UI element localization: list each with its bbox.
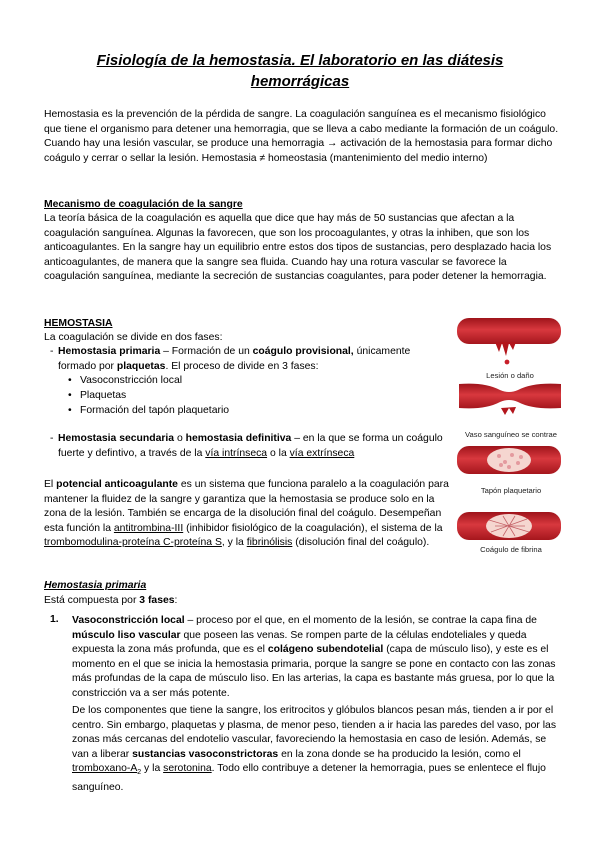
- anticoag-paragraph: [44, 478, 456, 551]
- mecanismo-paragraph: La teoría básica de la coagulación es aquella que dice que hay más de 50 sustancias que afectan a la coagulación sanguínea. Algunas la favorecen, que son los procoagulantes, y otras la inhiben, que son los anticoagulantes. En la sangre hay un equilibrio entre estos dos tipos de sustancias, pero desplazado hacia los anticoagulantes, de manera que la sangre sea fluida. Cuando hay una rotura vascular se favorece la coagulación sanguínea, mediante la secreción de sustancias coagulantes, para poder detener la hemorragia.: [44, 213, 552, 283]
- primaria-text: – Formación de un: [160, 346, 253, 357]
- item-text: (capa de músculo liso), y este es el momento en el que se inicia la hemostasia primaria, porque la sangre se pone en contacto con las zonas más profundas de la capa de músculo liso. En las arterias, la capa es bastante más gruesa, por lo que la constricción va a ser más potente.: [72, 644, 556, 699]
- via-intrinseca: vía intrínseca: [205, 447, 268, 459]
- vessel-contract-icon: [459, 384, 561, 415]
- trombomodulina: trombomodulina-proteína C-proteína S: [44, 537, 222, 549]
- caption-tapon: Tapón plaquetario: [480, 486, 542, 495]
- secundaria-label: Hemostasia secundaria: [58, 433, 175, 444]
- sub-text: . Todo ello contribuye a detener la hemorragia, pues se enlentece el flujo sanguíneo.: [72, 763, 546, 794]
- sub-text: en la zona donde se ha producido la lesión, como el: [278, 748, 521, 760]
- anticoag-text: (disolución final del coágulo).: [292, 537, 430, 549]
- caption-lesion: Lesión o daño: [486, 371, 534, 380]
- primaria-heading: Hemostasia primaria: [44, 580, 147, 591]
- sustancias-vasoconstrictoras: sustancias vasoconstrictoras: [132, 748, 279, 760]
- bullet-item: • Vasoconstricción local: [80, 374, 182, 389]
- title-line-1: Fisiología de la hemostasia. El laboratorio en las diátesis: [96, 52, 504, 69]
- platelet-plug-icon: [457, 446, 561, 474]
- colageno: colágeno subendotelial: [267, 644, 384, 656]
- hemostasia-heading: HEMOSTASIA: [44, 318, 113, 329]
- vasoconstriccion-paragraph: [72, 614, 564, 702]
- document-title: [60, 50, 540, 92]
- coagulo-provisional: coágulo provisional,: [252, 346, 354, 357]
- componentes-paragraph: [72, 704, 564, 796]
- tres-fases: 3 fases: [139, 595, 175, 606]
- anticoag-text: (inhibidor fisiológico de la coagulación), el sistema de la: [183, 522, 443, 534]
- secundaria-or: o: [174, 433, 186, 444]
- sub-text: y la: [141, 763, 164, 775]
- tromboxano: tromboxano-A: [72, 763, 138, 775]
- dash-marker: -: [50, 346, 54, 357]
- mecanismo-heading: Mecanismo de coagulación de la sangre: [44, 199, 243, 210]
- potencial-anticoagulante: potencial anticoagulante: [56, 479, 178, 490]
- secundaria-or2: o la: [267, 447, 290, 459]
- antitrombina: antitrombina-III: [113, 522, 184, 534]
- primaria-line2a: formado por: [58, 360, 117, 372]
- intro-paragraph: Hemostasia es la prevención de la pérdida de sangre. La coagulación sanguínea es el mecanismo fisiológico que tiene el organismo para detener una hemorragia, que se lleva a cabo mediante la formación de un coágulo. Cuando hay una lesión vascular, se produce una hemorragia → activación de la hemostasia para formar dicho coágulo y cerrar o sellar la lesión. Hemostasia ≠ homeostasia (mantenimiento del medio interno): [44, 109, 559, 164]
- item-number: 1.: [50, 614, 59, 625]
- fibrinolisis: fibrinólisis: [246, 537, 293, 549]
- vasoconstriccion-label: Vasoconstricción local: [72, 615, 185, 626]
- item-text: – proceso por el que, en el momento de la lesión, se contrae la capa fina de: [184, 615, 537, 626]
- plaquetas-bold: plaquetas: [116, 360, 166, 372]
- primaria-text-2: únicamente: [353, 346, 411, 357]
- fibrin-clot-icon: [457, 512, 561, 540]
- secundaria-text: – en la que se forma un coágulo: [291, 433, 443, 444]
- tromboxano-subscript: 2: [137, 769, 142, 777]
- bullet-item: • Plaquetas: [80, 389, 126, 404]
- secundaria-line2a: fuerte y defintivo, a través de la: [58, 447, 206, 459]
- definitiva-label: hemostasia definitiva: [185, 433, 292, 444]
- caption-contrae: Vaso sanguíneo se contrae: [465, 430, 557, 439]
- serotonina: serotonina: [163, 763, 212, 775]
- caption-coagulo: Coágulo de fibrina: [480, 545, 542, 554]
- anticoag-text: El: [44, 479, 57, 490]
- musculo-liso: músculo liso vascular: [72, 629, 181, 641]
- via-extrinseca: vía extrínseca: [289, 447, 355, 459]
- primaria-line2c: . El proceso de divide en 3 fases:: [165, 360, 319, 372]
- bullet-item: • Formación del tapón plaquetario: [80, 404, 229, 419]
- dash-marker: -: [50, 433, 54, 444]
- primaria-item: [58, 345, 458, 374]
- primaria-label: Hemostasia primaria: [58, 346, 161, 357]
- hemostasia-intro: La coagulación se divide en dos fases:: [44, 332, 223, 343]
- vessel-injury-icon: [457, 318, 561, 364]
- item-text: que poseen las venas. Se rompen parte de la células endoteliales y queda expuesta la zona más profunda, que es el: [72, 629, 527, 656]
- anticoag-text: , y la: [221, 537, 247, 549]
- intro-colon: :: [174, 595, 178, 606]
- title-line-2: hemorrágicas: [250, 73, 350, 90]
- intro-text: Está compuesta por: [44, 595, 140, 606]
- sub-text: De los componentes que tiene la sangre, los eritrocitos y glóbulos blancos pesan más, tienden a ir por el centro. Sin embargo, plaquetas y plasma, de menor peso, tienden a ir hacia las paredes del vaso, por las zonas más cercanas del endotelio vascular, favoreciendo la hemostasia en caso de lesión. Además, se van a liberar: [72, 705, 557, 760]
- secundaria-item: [58, 432, 458, 461]
- primaria-intro: [44, 594, 564, 609]
- anticoag-text: es un sistema que funciona paralelo a la coagulación para mantener la fluidez de la sangre y garantiza que la hemostasia se produce solo en la zona de la lesión. También se encarga de la disolución final del coágulo. Desempeñan esta función la: [44, 479, 449, 534]
